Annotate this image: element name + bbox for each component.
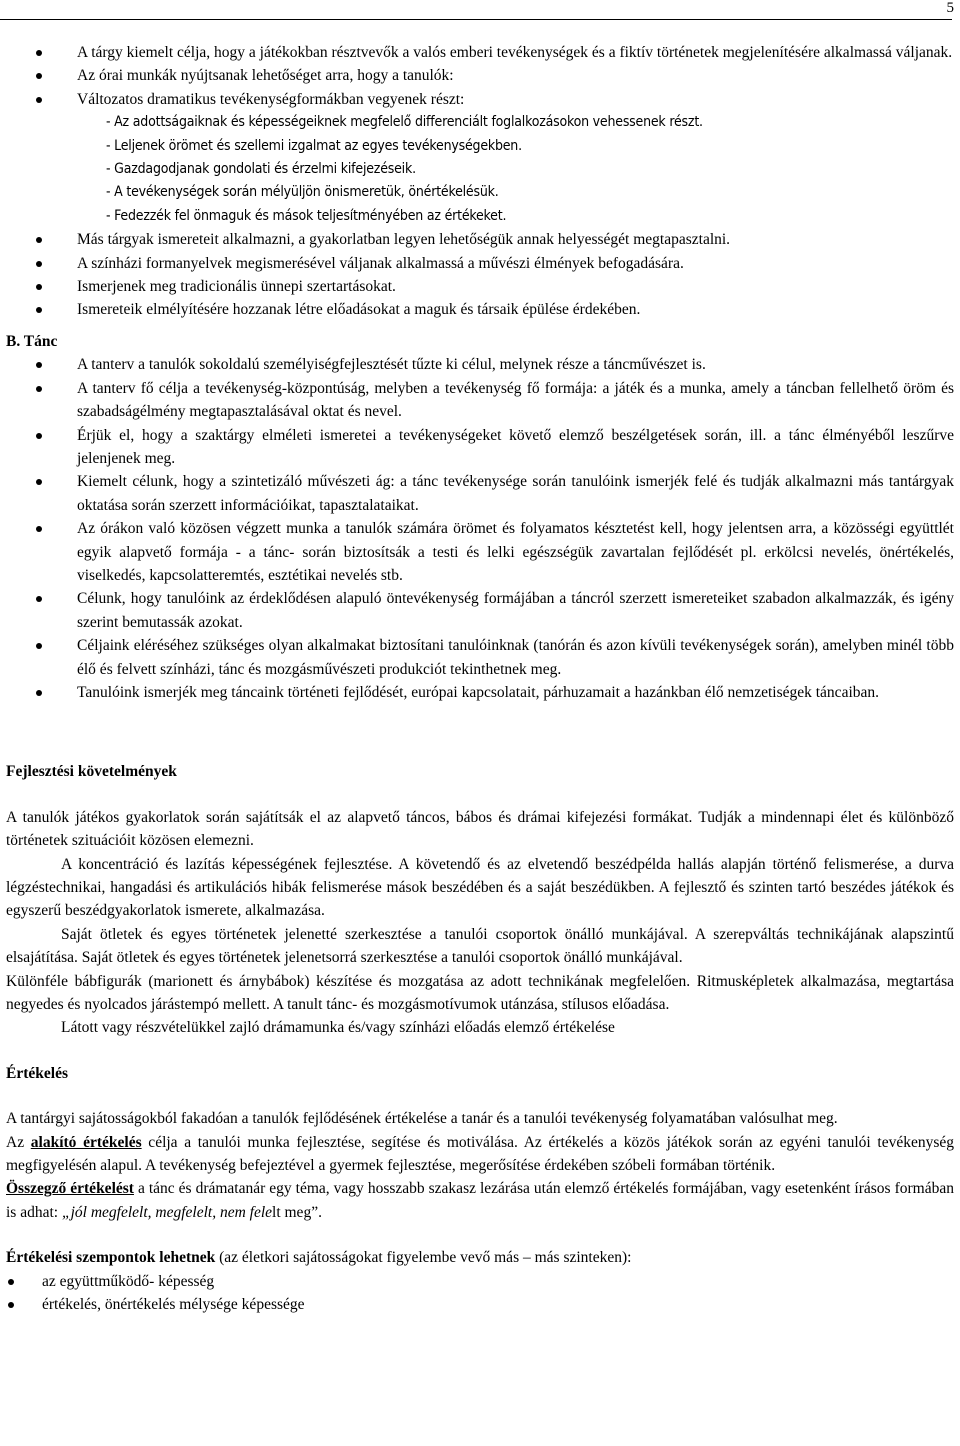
list-item: Változatos dramatikus tevékenységformákban vegyenek részt:	[6, 88, 954, 111]
page-number: 5	[946, 0, 954, 16]
list-item: Céljaink eléréséhez szükséges olyan alkalmakat biztosítani tanulóinknak (tanórán és azon kívüli tevékenységek során), amelyben minél több élő és felvett színházi, tánc és mozgásművészeti produkciót tekinthetnek meg.	[6, 634, 954, 681]
term-alakito-ertekeles: alakító értékelés	[30, 1133, 142, 1151]
paragraph: A tantárgyi sajátosságokból fakadóan a tanulók fejlődésének értékelése a tanár és a tanulói tevékenység folyamatában valósulhat meg.	[6, 1110, 838, 1128]
section-heading-ertekeles: Értékelés	[6, 1064, 68, 1082]
header-rule	[0, 19, 952, 20]
list-item: A tanterv a tanulók sokoldalú személyiségfejlesztését tűzte ki célul, melynek része a táncművészet is.	[6, 353, 954, 376]
list-item: A tárgy kiemelt célja, hogy a játékokban résztvevők a valós emberi tevékenységek és a fiktív történetek megjelenítésére alkalmassá váljanak.	[6, 41, 954, 64]
document-body	[6, 41, 954, 1317]
paragraph: Az alakító értékelés célja a tanulói munka fejlesztése, segítése és motiválása. Az értékelés a közös játékok során az egyéni tanulói tevékenység megfigyelésén alapul. A tevékenység befejeztével a gyermek fejlesztése, megerősítése érdekében szóbeli formában történik.	[6, 1133, 955, 1175]
sub-item: - Fedezzék fel önmaguk és mások teljesítményében az értékeket.	[106, 207, 507, 224]
term-osszegzo-ertekeles: Összegző értékelést	[6, 1180, 134, 1198]
section-heading-fejlesztesi: Fejlesztési követelmények	[6, 763, 177, 781]
list-item: Kiemelt célunk, hogy a szintetizáló művészeti ág: a tánc tevékenysége során tanulóink ismerjék felé és tudják alkalmazni más tantárgyak oktatása során szerzett információikat, tapasztalataikat.	[6, 470, 954, 517]
sub-item: - Leljenek örömet és szellemi izgalmat az egyes tevékenységekben.	[106, 137, 522, 154]
list-item: A színházi formanyelvek megismerésével váljanak alkalmassá a művészi élmények befogadására.	[6, 252, 954, 275]
list-item: A tanterv fő célja a tevékenység-központúság, melyben a tevékenység fő formája: a játék és a munka, amely a táncban fellelhető öröm és szabadságélmény megtapasztalásával oktat és nevel.	[6, 377, 954, 424]
list-item: Más tárgyak ismereteit alkalmazni, a gyakorlatban legyen lehetőségük annak helyességét megtapasztalni.	[6, 228, 954, 251]
list-item: Tanulóink ismerjék meg táncaink történeti fejlődését, európai kapcsolatait, párhuzamait a hazánkban élő nemzetiségek táncaiban.	[6, 681, 954, 704]
list-item: az együttműködő- képesség	[6, 1270, 954, 1293]
list-item: értékelés, önértékelés mélysége képessége	[6, 1293, 954, 1316]
paragraph: A koncentráció és lazítás képességének fejlesztése. A követendő és az elvetendő beszédpélda hallás alapján történő felismerése, a durva légzéstechnikai, hangadási és artikulációs hibák felismerése mások beszédében és a saját beszédükben. A fejlesztő és szinten tartó beszédes játékok és egyszerű beszédgyakorlatok ismerete, alkalmazása.	[6, 855, 954, 920]
sub-item: - Gazdagodjanak gondolati és érzelmi kifejezéseik.	[106, 161, 416, 178]
paragraph: Különféle bábfigurák (marionett és árnybábok) készítése és mozgatása az adott technikának megfelelően. Ritmusképletek alkalmazása, megtartása negyedes és nyolcados járástempó mellett. A tanult tánc- és mozgásmotívumok utánzása, stílusos előadása.	[6, 972, 954, 1014]
intro-bullet-list	[6, 41, 954, 111]
list-item: Ismerjenek meg tradicionális ünnepi szertartásokat.	[6, 275, 954, 298]
paragraph: Látott vagy részvételükkel zajló drámamunka és/vagy színházi előadás elemző értékelése	[61, 1019, 615, 1037]
paragraph: Értékelési szempontok lehetnek (az életkori sajátosságokat figyelembe vevő más – más szinteken):	[6, 1249, 632, 1267]
criteria-label: Értékelési szempontok lehetnek	[6, 1249, 216, 1267]
sub-item: - A tevékenységek során mélyüljön önismeretük, önértékelésük.	[106, 184, 499, 201]
paragraph: Saját ötletek és egyes történetek jelenetté szerkesztése a tanulói csoportok önálló munkájával. A szerepváltás technikájának alapszintű elsajátítása. Saját ötletek és egyes történetek jelenetsorrá szerkesztése a tanulói csoportok önálló munkájával.	[6, 925, 954, 967]
list-item: Érjük el, hogy a szaktárgy elméleti ismeretei a tevékenységeket követő elemző beszélgetések során, ill. a tánc élményéből leszűrve jelenjenek meg.	[6, 424, 954, 471]
more-bullet-list	[6, 228, 954, 322]
paragraph: Összegző értékelést a tánc és drámatanár egy téma, vagy hosszabb szakasz lezárása után elemző értékelés formájában, vagy esetenként írásos formában is adhat: „jól megfelelt, megfelelt, nem felelt meg”.	[6, 1180, 954, 1221]
paragraph: A tanulók játékos gyakorlatok során sajátítsák el az alapvető táncos, bábos és drámai kifejezési formákat. Tudják a mindennapi élet és különböző történetek szituációit közösen elemezni.	[6, 808, 954, 850]
tanc-bullet-list	[6, 353, 954, 704]
criteria-list	[6, 1270, 954, 1317]
sub-item: - Az adottságaiknak és képességeiknek megfelelő differenciált foglalkozásokon vehessenek részt.	[106, 114, 703, 131]
list-item: Ismereteik elmélyítésére hozzanak létre előadásokat a maguk és társaik épülése érdekében.	[6, 298, 954, 321]
list-item: Az órai munkák nyújtsanak lehetőséget arra, hogy a tanulók:	[6, 64, 954, 87]
list-item: Az órákon való közösen végzett munka a tanulók számára örömet és folyamatos késztetést kell, hogy jelentsen arra, a közösségi együttlét egyik alapvető formája - a tánc- során biztosítsák a testi és lelki egészségük zavartalan fejlődését pl. erkölcsi nevelés, önértékelés, viselkedés, kapcsolatteremtés, esztétikai nevelés stb.	[6, 517, 954, 587]
section-heading-tanc: B. Tánc	[6, 332, 58, 350]
quote-grades: „jól megfelelt, megfelelt, nem fele	[61, 1203, 273, 1221]
list-item: Célunk, hogy tanulóink az érdeklődésen alapuló öntevékenység formájában a táncról szerzett ismereteiket szabadon alkalmazzák, és igény szerint bemutassák azokat.	[6, 587, 954, 634]
